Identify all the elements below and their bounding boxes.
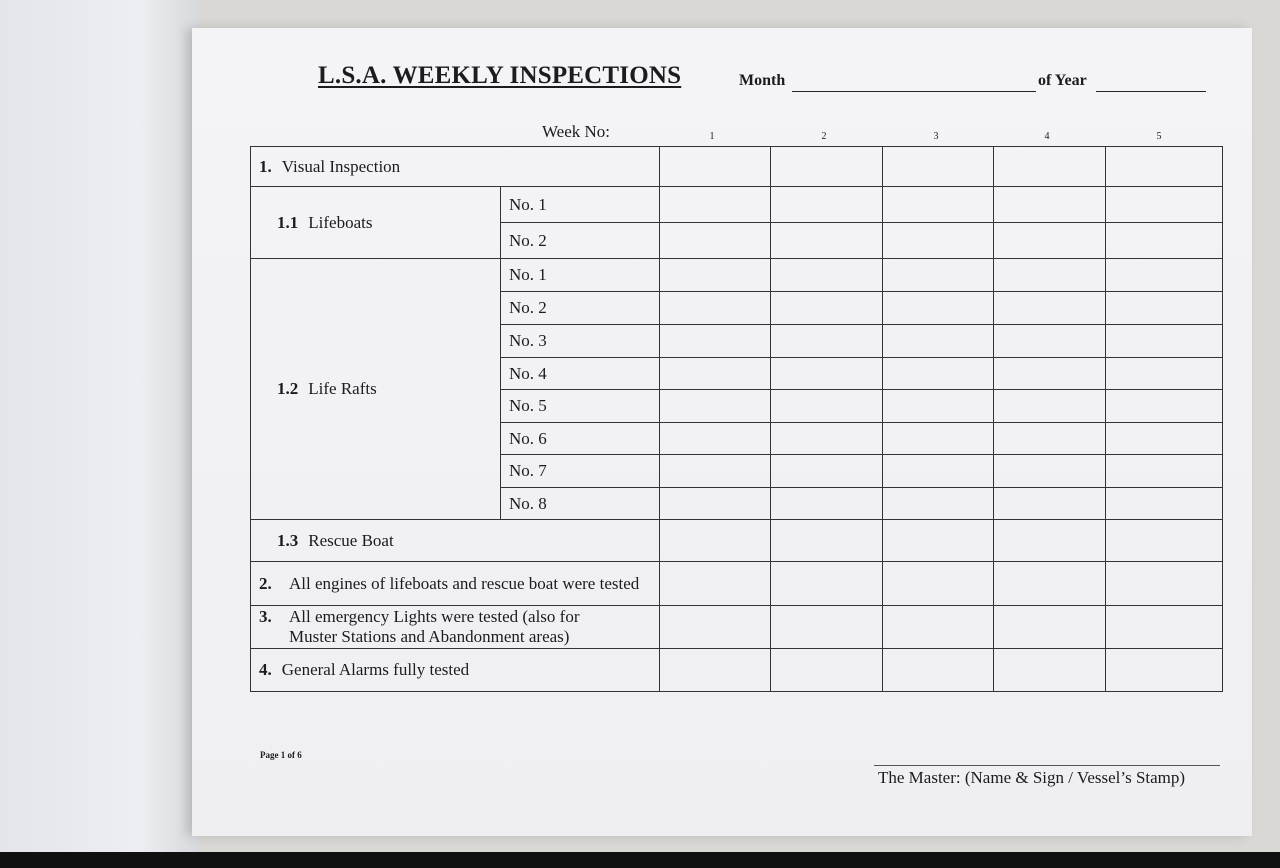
check-cell[interactable]	[883, 292, 994, 325]
month-field[interactable]	[792, 91, 1036, 92]
check-cell[interactable]	[883, 520, 994, 562]
check-cell[interactable]	[883, 606, 994, 649]
month-label: Month	[739, 72, 786, 89]
sub-item: No. 8	[501, 488, 660, 520]
check-cell[interactable]	[1106, 562, 1223, 606]
table-row	[251, 606, 1223, 649]
table-row	[251, 147, 1223, 187]
check-cell[interactable]	[771, 562, 883, 606]
check-cell[interactable]	[883, 187, 994, 223]
check-cell[interactable]	[660, 259, 771, 292]
check-cell[interactable]	[883, 562, 994, 606]
check-cell[interactable]	[1106, 259, 1223, 292]
row-label: 1.3 Rescue Boat	[251, 520, 660, 562]
table-row	[251, 520, 1223, 562]
sub-item: No. 1	[501, 259, 660, 292]
check-cell[interactable]	[1106, 520, 1223, 562]
sub-item: No. 2	[501, 292, 660, 325]
liferafts-label: 1.2 Life Rafts	[251, 259, 501, 520]
check-cell[interactable]	[771, 259, 883, 292]
week-header: 1	[709, 131, 715, 142]
check-cell[interactable]	[883, 649, 994, 692]
table-row	[251, 187, 1223, 223]
check-cell[interactable]	[883, 423, 994, 455]
year-field[interactable]	[1096, 91, 1206, 92]
week-header: 3	[933, 131, 939, 142]
check-cell[interactable]	[883, 147, 994, 187]
check-cell[interactable]	[994, 423, 1106, 455]
check-cell[interactable]	[771, 606, 883, 649]
check-cell[interactable]	[994, 455, 1106, 488]
year-label: of Year	[1038, 72, 1087, 89]
check-cell[interactable]	[771, 147, 883, 187]
check-cell[interactable]	[994, 187, 1106, 223]
check-cell[interactable]	[660, 455, 771, 488]
check-cell[interactable]	[994, 488, 1106, 520]
sub-item: No. 6	[501, 423, 660, 455]
check-cell[interactable]	[994, 606, 1106, 649]
check-cell[interactable]	[994, 562, 1106, 606]
check-cell[interactable]	[1106, 390, 1223, 423]
row-label: 4. General Alarms fully tested	[251, 649, 660, 692]
check-cell[interactable]	[1106, 292, 1223, 325]
check-cell[interactable]	[994, 358, 1106, 390]
check-cell[interactable]	[771, 390, 883, 423]
check-cell[interactable]	[771, 187, 883, 223]
check-cell[interactable]	[1106, 187, 1223, 223]
facing-page	[0, 0, 200, 868]
check-cell[interactable]	[660, 187, 771, 223]
check-cell[interactable]	[994, 292, 1106, 325]
check-cell[interactable]	[883, 358, 994, 390]
lifeboats-label: 1.1 Lifeboats	[251, 187, 501, 259]
check-cell[interactable]	[994, 520, 1106, 562]
table-row	[251, 649, 1223, 692]
check-cell[interactable]	[660, 325, 771, 358]
check-cell[interactable]	[994, 223, 1106, 259]
sub-item: No. 4	[501, 358, 660, 390]
check-cell[interactable]	[660, 649, 771, 692]
check-cell[interactable]	[994, 259, 1106, 292]
week-header: 5	[1156, 131, 1162, 142]
check-cell[interactable]	[660, 606, 771, 649]
check-cell[interactable]	[1106, 455, 1223, 488]
inspection-table	[250, 146, 1223, 692]
table-row	[251, 259, 1223, 292]
row-label: 3. All emergency Lights were tested (also for Muster Stations and Abandonment areas)	[251, 606, 660, 649]
week-header: 2	[821, 131, 827, 142]
check-cell[interactable]	[883, 455, 994, 488]
bottom-edge	[0, 852, 1280, 868]
check-cell[interactable]	[660, 423, 771, 455]
check-cell[interactable]	[1106, 423, 1223, 455]
row-label: 1. Visual Inspection	[251, 147, 660, 187]
week-header: 4	[1044, 131, 1050, 142]
check-cell[interactable]	[994, 649, 1106, 692]
check-cell[interactable]	[883, 259, 994, 292]
check-cell[interactable]	[994, 325, 1106, 358]
check-cell[interactable]	[771, 325, 883, 358]
check-cell[interactable]	[660, 562, 771, 606]
check-cell[interactable]	[660, 147, 771, 187]
check-cell[interactable]	[660, 488, 771, 520]
check-cell[interactable]	[771, 488, 883, 520]
check-cell[interactable]	[1106, 147, 1223, 187]
signature-line[interactable]	[874, 765, 1220, 766]
check-cell[interactable]	[660, 390, 771, 423]
check-cell[interactable]	[771, 455, 883, 488]
sub-item: No. 5	[501, 390, 660, 423]
check-cell[interactable]	[771, 223, 883, 259]
check-cell[interactable]	[660, 223, 771, 259]
sub-item: No. 1	[501, 187, 660, 223]
check-cell[interactable]	[771, 520, 883, 562]
check-cell[interactable]	[1106, 325, 1223, 358]
sub-item: No. 3	[501, 325, 660, 358]
check-cell[interactable]	[1106, 488, 1223, 520]
check-cell[interactable]	[771, 292, 883, 325]
check-cell[interactable]	[771, 649, 883, 692]
check-cell[interactable]	[1106, 606, 1223, 649]
check-cell[interactable]	[883, 223, 994, 259]
check-cell[interactable]	[660, 358, 771, 390]
row-label: 2. All engines of lifeboats and rescue boat were tested	[251, 562, 660, 606]
check-cell[interactable]	[771, 423, 883, 455]
sub-item: No. 7	[501, 455, 660, 488]
check-cell[interactable]	[883, 325, 994, 358]
check-cell[interactable]	[771, 358, 883, 390]
week-number-label: Week No:	[542, 122, 611, 141]
check-cell[interactable]	[994, 147, 1106, 187]
page-number: Page 1 of 6	[260, 750, 302, 760]
check-cell[interactable]	[883, 488, 994, 520]
check-cell[interactable]	[1106, 649, 1223, 692]
signature-label: The Master: (Name & Sign / Vessel’s Stamp)	[878, 768, 1186, 787]
check-cell[interactable]	[1106, 358, 1223, 390]
check-cell[interactable]	[1106, 223, 1223, 259]
check-cell[interactable]	[883, 390, 994, 423]
check-cell[interactable]	[994, 390, 1106, 423]
sub-item: No. 2	[501, 223, 660, 259]
check-cell[interactable]	[660, 520, 771, 562]
table-row	[251, 562, 1223, 606]
check-cell[interactable]	[660, 292, 771, 325]
form-title: L.S.A. WEEKLY INSPECTIONS	[318, 62, 682, 89]
